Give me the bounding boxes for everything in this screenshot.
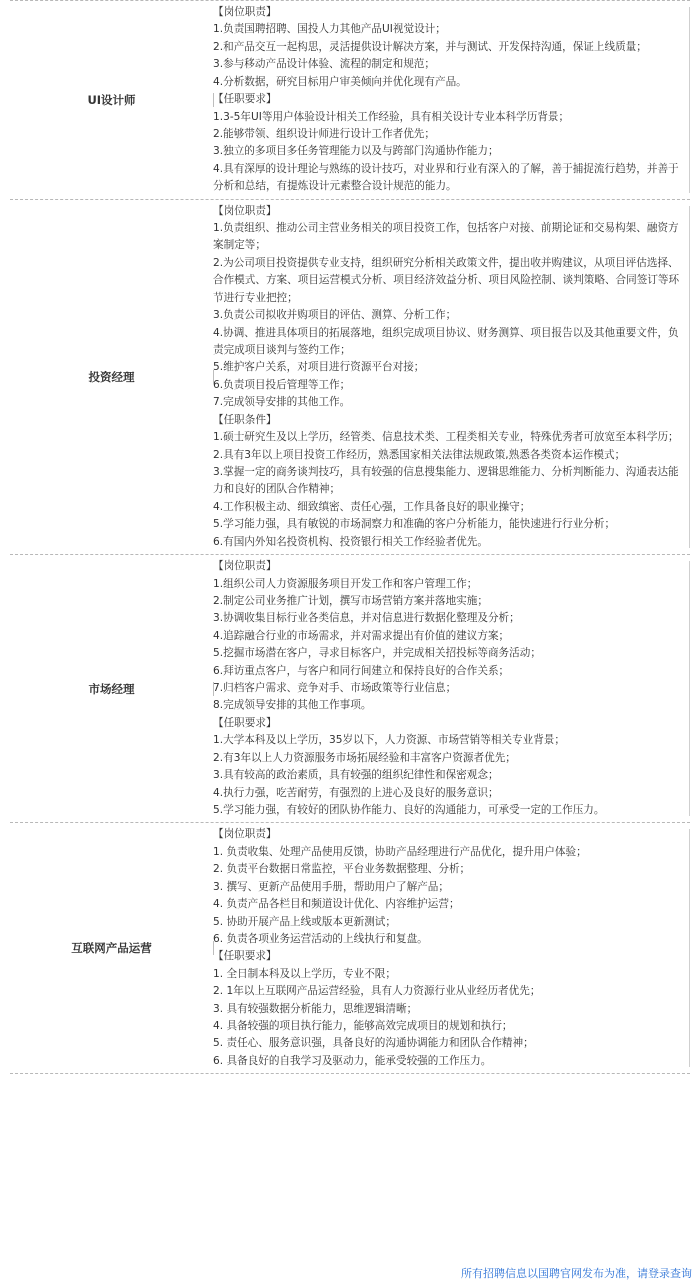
description-line: 2.有3年以上人力资源服务市场拓展经验和丰富客户资源者优先； xyxy=(213,751,516,764)
position-description xyxy=(213,823,683,1073)
row-right-border xyxy=(689,206,690,548)
description-line: 7.归档客户需求、竞争对手、市场政策等行业信息； xyxy=(213,682,457,695)
description-line: 1.负责国聘招聘、国投人力其他产品UI视觉设计； xyxy=(213,23,446,36)
description-line: 3.负责公司拟收并购项目的评估、测算、分析工作； xyxy=(213,309,457,322)
description-line: 6. 负责各项业务运营活动的上线执行和复盘。 xyxy=(213,932,428,945)
description-line: 5. 协助开展产品上线或版本更新测试； xyxy=(213,915,396,928)
description-line: 5. 责任心、服务意识强，具备良好的沟通协调能力和团队合作精神； xyxy=(213,1037,534,1050)
description-line: 1.硕士研究生及以上学历，经管类、信息技术类、工程类相关专业，特殊优秀者可放宽至本科学历； xyxy=(213,431,679,444)
description-line: 7.完成领导安排的其他工作。 xyxy=(213,396,351,409)
description-line: 6.有国内外知名投资机构、投资银行相关工作经验者优先。 xyxy=(213,535,488,548)
description-line: 4.具有深厚的设计理论与熟练的设计技巧，对业界和行业有深入的了解，善于捕捉流行趋势，并善于分析和总结，有提炼设计元素整合设计规范的能力。 xyxy=(213,162,679,193)
position-row-marketing-manager xyxy=(10,555,690,823)
description-line: 6.拜访重点客户，与客户和同行间建立和保持良好的合作关系； xyxy=(213,664,510,677)
description-line: 3. 撰写、更新产品使用手册，帮助用户了解产品； xyxy=(213,880,449,893)
description-line: 4. 具备较强的项目执行能力，能够高效完成项目的规划和执行； xyxy=(213,1020,513,1033)
description-line: 2. 1年以上互联网产品运营经验，具有人力资源行业从业经历者优先； xyxy=(213,985,541,998)
description-line: 【任职条件】 xyxy=(213,413,277,426)
position-title: UI设计师 xyxy=(87,92,136,107)
description-line: 【岗位职责】 xyxy=(213,560,277,573)
description-line: 3.参与移动产品设计体验、流程的制定和规范； xyxy=(213,58,435,71)
position-row-investment-manager xyxy=(10,200,690,555)
description-line: 5.挖掘市场潜在客户，寻求目标客户，并完成相关招投标等商务活动； xyxy=(213,647,541,660)
description-line: 【任职要求】 xyxy=(213,950,277,963)
description-line: 2.和产品交互一起构思，灵活提供设计解决方案，并与测试、开发保持沟通，保证上线质量； xyxy=(213,40,647,53)
position-row-internet-product-operations xyxy=(10,823,690,1074)
description-line: 2.能够带领、组织设计师进行设计工作者优先； xyxy=(213,127,435,140)
position-description xyxy=(213,555,683,822)
row-right-border xyxy=(689,7,690,193)
description-line: 3.具有较高的政治素质，具有较强的组织纪律性和保密观念； xyxy=(213,769,499,782)
description-line: 2.具有3年以上项目投资工作经历，熟悉国家相关法律法规政策,熟悉各类资本运作模式； xyxy=(213,448,626,461)
footer-notice[interactable]: 所有招聘信息以国聘官网发布为准，请登录查询 xyxy=(461,1267,692,1280)
description-line: 【岗位职责】 xyxy=(213,6,277,18)
description-line: 【岗位职责】 xyxy=(213,828,277,841)
description-line: 4.协调、推进具体项目的拓展落地，组织完成项目协议、财务测算、项目报告以及其他重要文件，负责完成项目谈判与签约工作； xyxy=(213,326,679,357)
description-line: 2. 负责平台数据日常监控，平台业务数据整理、分析； xyxy=(213,863,471,876)
row-right-border xyxy=(689,561,690,816)
description-line: 4.追踪融合行业的市场需求，并对需求提出有价值的建议方案； xyxy=(213,629,510,642)
description-line: 5.学习能力强，具有敏锐的市场洞察力和准确的客户分析能力，能快速进行行业分析； xyxy=(213,518,616,531)
description-line: 6.负责项目投后管理等工作； xyxy=(213,378,351,391)
description-line: 4.执行力强，吃苦耐劳，有强烈的上进心及良好的服务意识； xyxy=(213,786,499,799)
description-line: 1.组织公司人力资源服务项目开发工作和客户管理工作； xyxy=(213,577,478,590)
position-title: 互联网产品运营 xyxy=(71,941,152,956)
description-line: 8.完成领导安排的其他工作事项。 xyxy=(213,699,372,712)
description-line: 1.大学本科及以上学历，35岁以下，人力资源、市场营销等相关专业背景； xyxy=(213,734,565,747)
description-line: 1. 负责收集、处理产品使用反馈，协助产品经理进行产品优化，提升用户体验； xyxy=(213,845,587,858)
description-line: 4.分析数据，研究目标用户审美倾向并优化现有产品。 xyxy=(213,75,467,88)
position-title: 投资经理 xyxy=(88,369,135,384)
description-line: 3. 具有较强数据分析能力，思维逻辑清晰； xyxy=(213,1002,418,1015)
positions-table xyxy=(10,0,690,1074)
position-title: 市场经理 xyxy=(88,681,135,696)
description-line: 1. 全日制本科及以上学历，专业不限； xyxy=(213,967,396,980)
description-line: 2.制定公司业务推广计划，撰写市场营销方案并落地实施； xyxy=(213,594,488,607)
description-line: 3.协调收集目标行业各类信息，并对信息进行数据化整理及分析； xyxy=(213,612,520,625)
description-line: 5.学习能力强，有较好的团队协作能力、良好的沟通能力，可承受一定的工作压力。 xyxy=(213,803,605,816)
description-line: 【岗位职责】 xyxy=(213,204,277,217)
description-line: 3.独立的多项目多任务管理能力以及与跨部门沟通协作能力； xyxy=(213,145,499,158)
position-row-ui-designer xyxy=(10,0,690,200)
description-line: 3.掌握一定的商务谈判技巧，具有较强的信息搜集能力、逻辑思维能力、分析判断能力、沟通表达能力和良好的团队合作精神； xyxy=(213,465,679,496)
description-line: 1.负责组织、推动公司主营业务相关的项目投资工作，包括客户对接、前期论证和交易构架、融资方案制定等； xyxy=(213,222,679,252)
description-line: 4.工作积极主动、细致缜密、责任心强，工作具备良好的职业操守； xyxy=(213,500,531,513)
position-description xyxy=(213,1,683,199)
description-line: 2.为公司项目投资提供专业支持，组织研究分析相关政策文件，提出收并购建议，从项目评估选择、合作模式、方案、项目运营模式分析、项目经济效益分析、项目风险控制、谈判策略、合同签订等环节进行专业把控； xyxy=(213,256,680,304)
description-line: 1.3-5年UI等用户体验设计相关工作经验，具有相关设计专业本科学历背景； xyxy=(213,110,570,123)
description-line: 【任职要求】 xyxy=(213,716,277,729)
description-line: 【任职要求】 xyxy=(213,93,277,106)
row-right-border xyxy=(689,829,690,1067)
description-line: 5.维护客户关系，对项目进行资源平台对接； xyxy=(213,361,425,374)
description-line: 4. 负责产品各栏目和频道设计优化、内容维护运营； xyxy=(213,898,460,911)
description-line: 6. 具备良好的自我学习及驱动力，能承受较强的工作压力。 xyxy=(213,1054,492,1067)
position-description xyxy=(213,200,683,554)
